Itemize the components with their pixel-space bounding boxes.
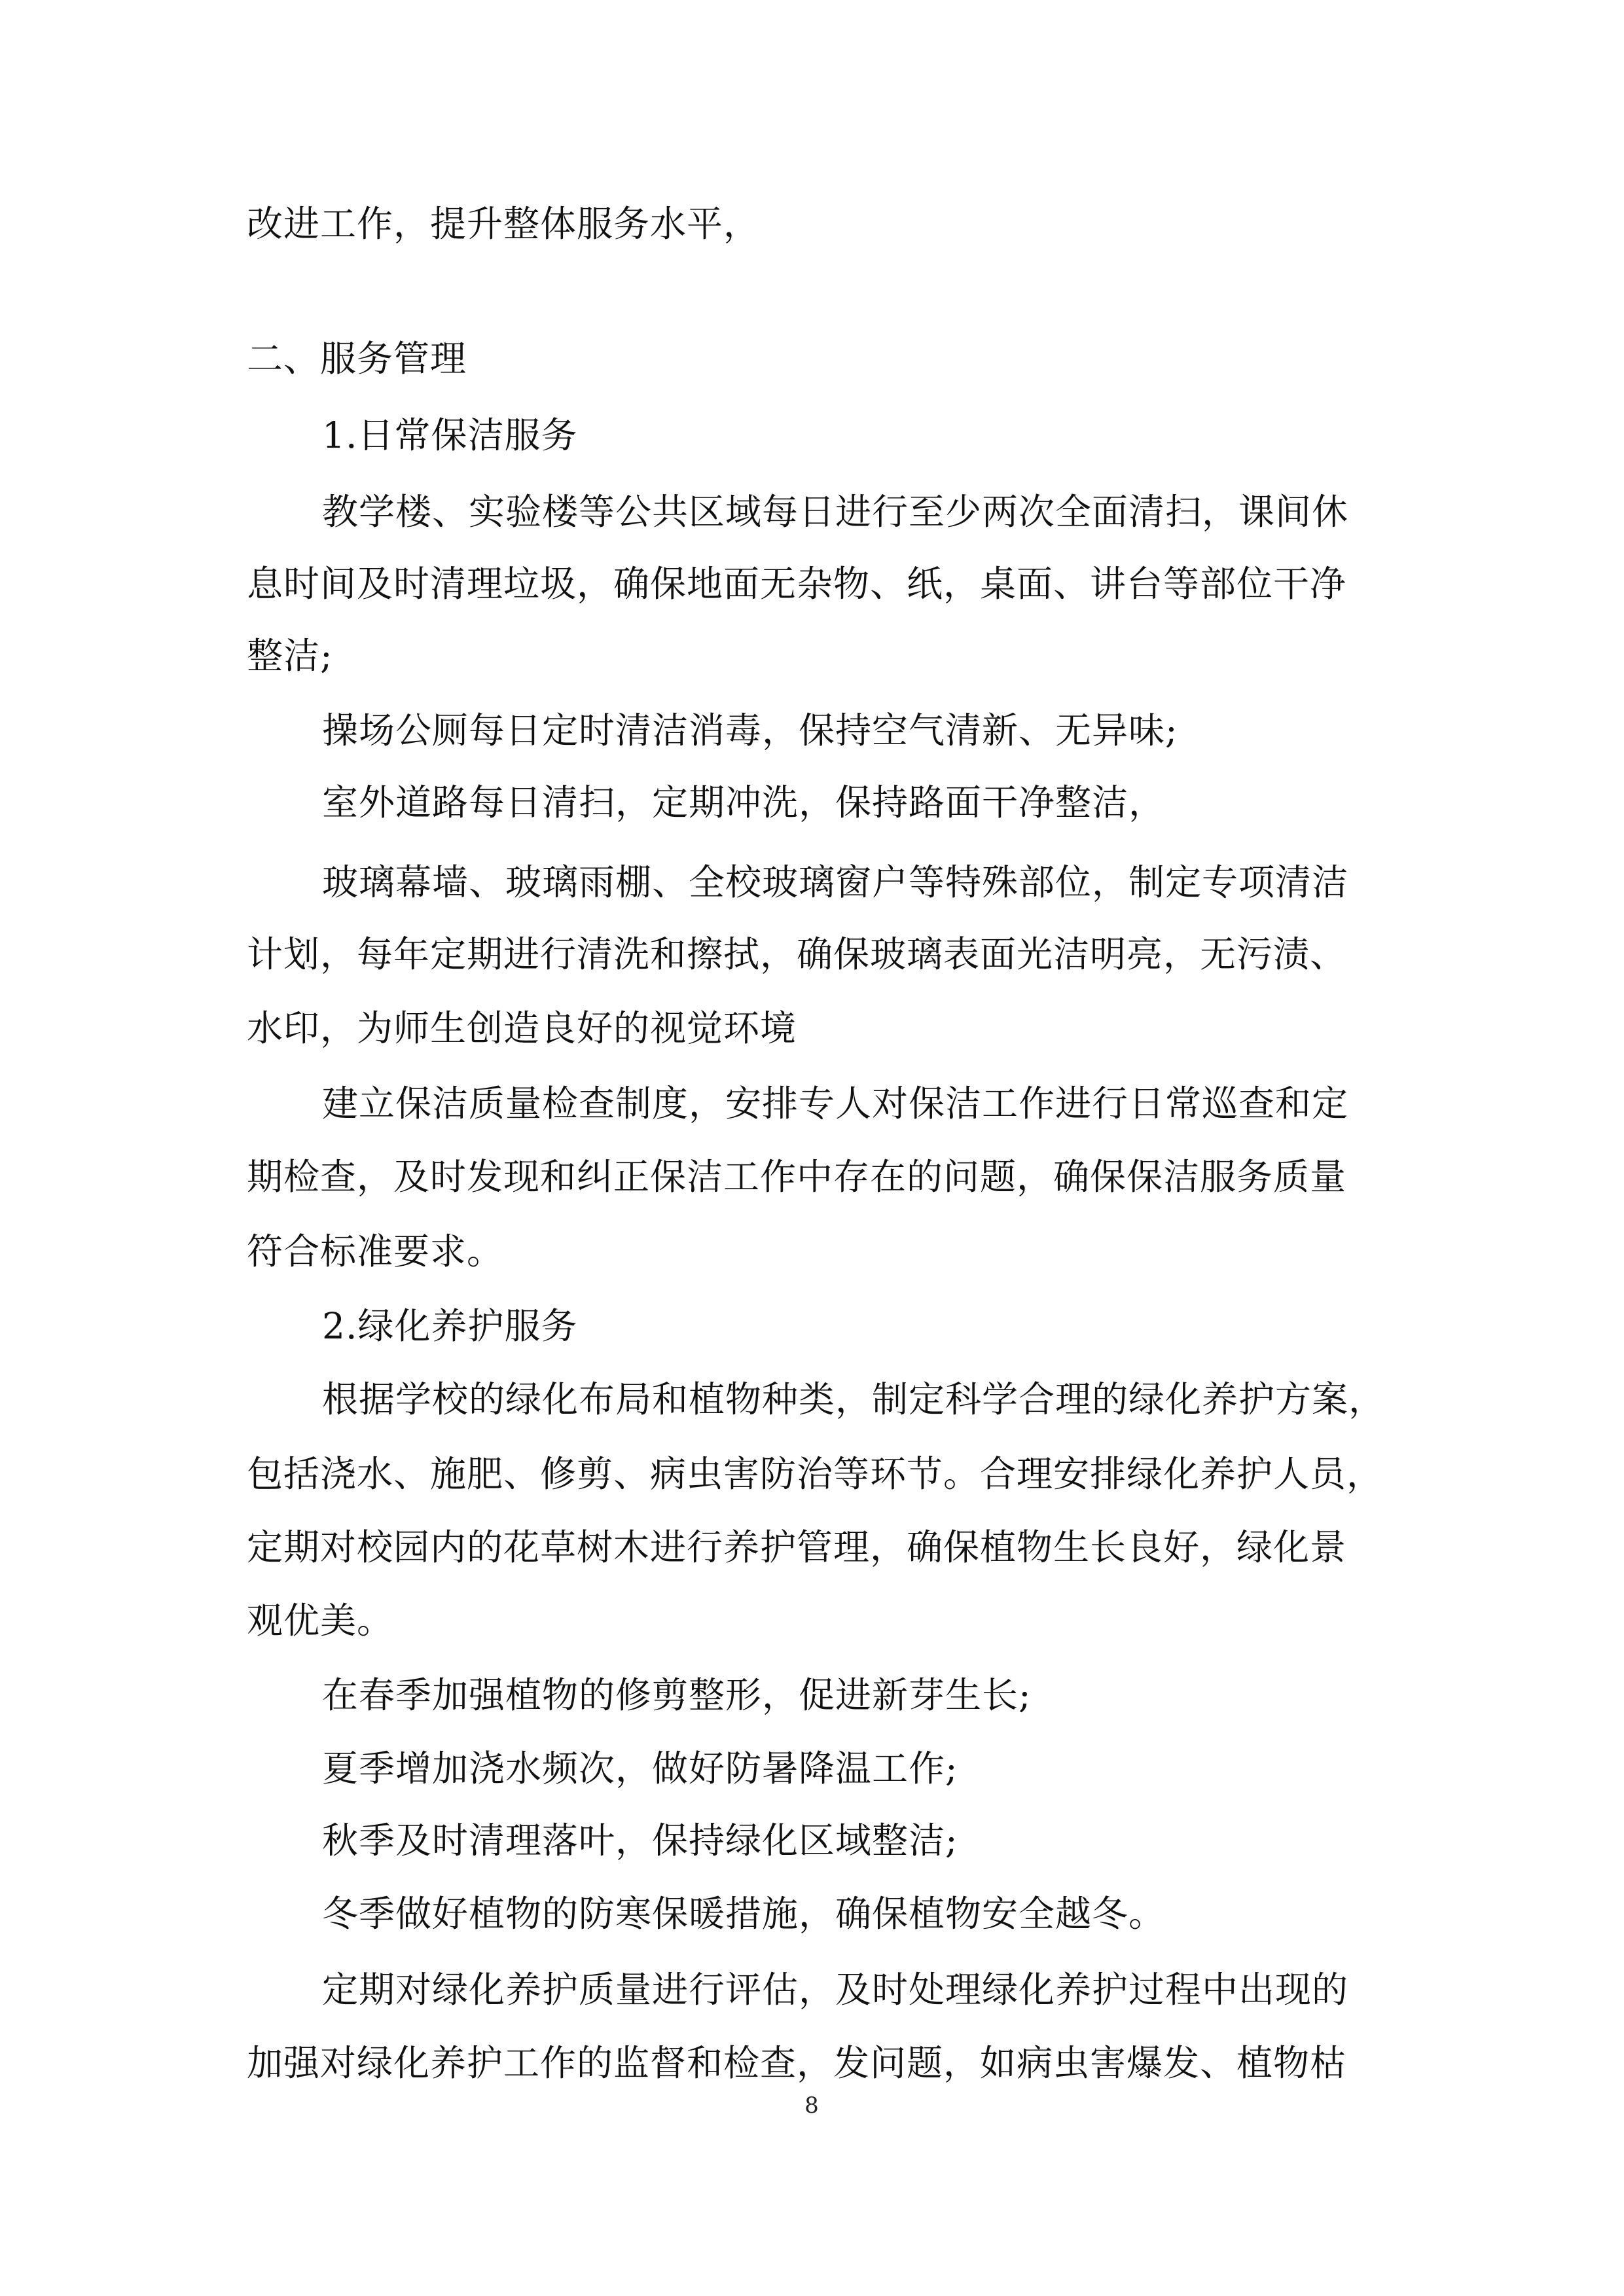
paragraph-line: 夏季增加浇水频次，做好防暑降温工作; [322,1748,958,1789]
paragraph-line: 操场公厕每日定时清洁消毒，保持空气清新、无异味; [322,709,1178,751]
paragraph-line: 加强对绿化养护工作的监督和检查，发问题，如病虫害爆发、植物枯 [247,2042,1347,2084]
paragraph-line: 建立保洁质量检查制度，安排专人对保洁工作进行日常巡查和定 [322,1083,1349,1124]
paragraph-line: 包括浇水、施肥、修剪、病虫害防治等环节。合理安排绿化养护人员， [247,1453,1384,1495]
paragraph-line: 定期对绿化养护质量进行评估，及时处理绿化养护过程中出现的 [322,1969,1349,2011]
paragraph-line: 整洁; [247,635,333,677]
section-heading: 二、服务管理 [247,338,467,380]
paragraph-line: 教学楼、实验楼等公共区域每日进行至少两次全面清扫，课间休 [322,491,1349,533]
paragraph-line: 改进工作，提升整体服务水平， [247,203,761,245]
paragraph-line: 定期对校园内的花草树木进行养护管理，确保植物生长良好，绿化景 [247,1526,1347,1568]
paragraph-line: 计划，每年定期进行清洗和擦拭，确保玻璃表面光洁明亮，无污渍、 [247,933,1347,975]
subsection-heading-cleaning: 1.日常保洁服务 [322,414,578,456]
subsection-heading-greening: 2.绿化养护服务 [322,1305,578,1347]
paragraph-line: 符合标准要求。 [247,1230,504,1272]
page-number: 8 [804,2092,819,2119]
paragraph-line: 水印，为师生创造良好的视觉环境 [247,1007,797,1049]
paragraph-line: 玻璃幕墙、玻璃雨棚、全校玻璃窗户等特殊部位，制定专项清洁 [322,861,1349,903]
paragraph-line: 秋季及时清理落叶，保持绿化区域整洁; [322,1820,958,1861]
paragraph-line: 观优美。 [247,1600,394,1641]
paragraph-line: 室外道路每日清扫，定期冲洗，保持路面干净整洁， [322,781,1166,823]
paragraph-line: 息时间及时清理垃圾，确保地面无杂物、纸，桌面、讲台等部位干净 [247,563,1347,605]
paragraph-line: 期检查，及时发现和纠正保洁工作中存在的问题，确保保洁服务质量 [247,1156,1347,1198]
paragraph-line: 根据学校的绿化布局和植物种类，制定科学合理的绿化养护方案， [322,1378,1386,1420]
paragraph-line: 冬季做好植物的防寒保暖措施，确保植物安全越冬。 [322,1893,1166,1935]
paragraph-line: 在春季加强植物的修剪整形，促进新芽生长; [322,1674,1032,1716]
